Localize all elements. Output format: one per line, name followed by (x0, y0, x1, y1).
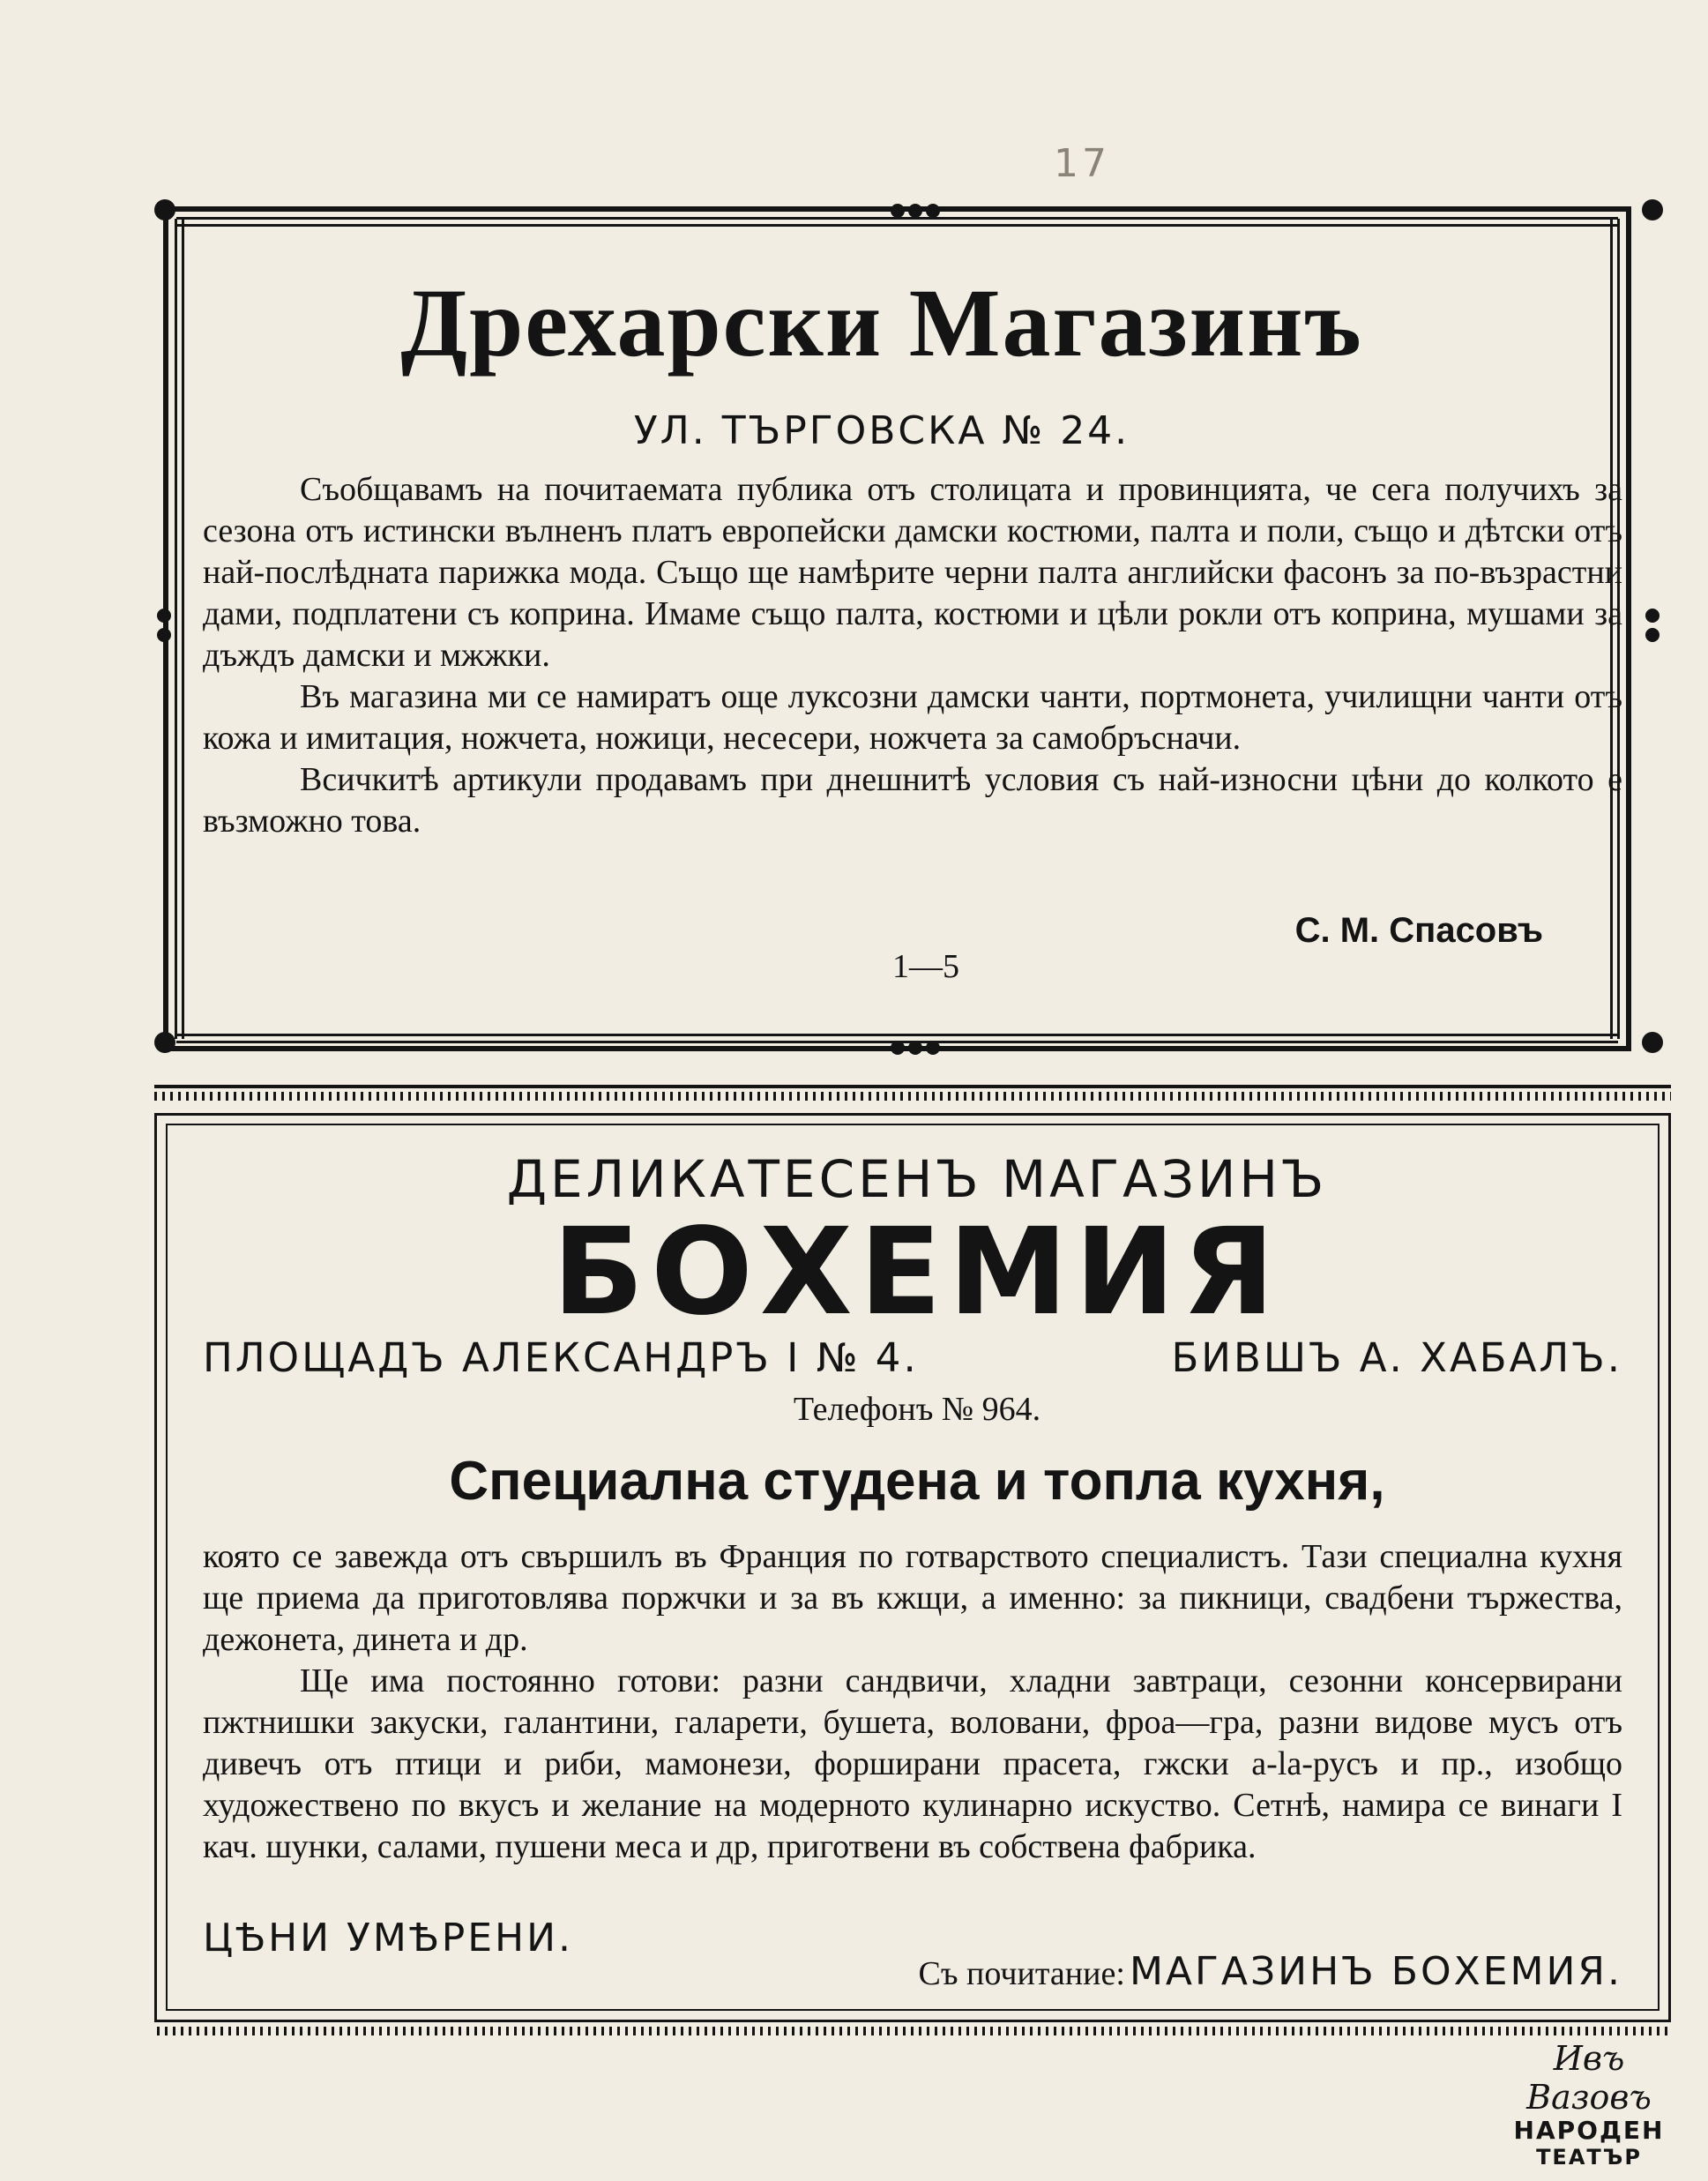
former-owner: БИВШЪ А. ХАБАЛЪ. (1171, 1334, 1622, 1381)
closing (794, 1949, 1622, 1994)
shop-title: Дрехарски Магазинъ (400, 269, 1363, 377)
deli-heading: ДЕЛИКАТЕСЕНЪ МАГАЗИНЪ (506, 1149, 1328, 1209)
paragraph: Ще има постоянно готови: разни сандвичи, хладни завтраци, сезонни консервирани пжтнишки закуски, галантини, галарети, бушета, воловани, фроа—гра, разни видове мусъ отъ дивечъ отъ птици и риби, мамонези, форширани прасета, гжски а-la-русъ и пр., изобщо художествено по вкусъ и желание на модерното кулинарно искуство. Сетнѣ, намира се винаги I кач. шунки, салами, пушени меса и др, приготвени въ собствена фабрика. (203, 1662, 1622, 1865)
bottom-ad-body (203, 1536, 1622, 1868)
stamp-line-1: НАРОДЕН (1513, 2116, 1665, 2145)
stamp-line-2: ТЕАТЪР (1536, 2145, 1642, 2170)
closing-signature: МАГАЗИНЪ БОХЕМИЯ. (1129, 1949, 1622, 1994)
deli-address: ПЛОЩАДЪ АЛЕКСАНДРЪ I № 4. (203, 1334, 919, 1381)
issue-number: 1—5 (892, 948, 959, 985)
signature: С. М. Спасовъ (1294, 911, 1543, 950)
paragraph: която се завежда отъ свършилъ въ Франция по готварството специалистъ. Тази специална кухня ще приема да приготовлява поржчки и за въ кжщи, а именно: за пикници, свадбени тържества, дежонета, динета и др. (203, 1538, 1622, 1658)
shop-address: УЛ. ТЪРГОВСКА № 24. (633, 408, 1130, 453)
ad-separator (154, 1085, 1671, 1088)
page-number: 17 (1054, 141, 1110, 186)
stamp-script: Ивъ Вазовъ (1526, 2039, 1652, 2117)
paragraph: Съобщавамъ на почитаемата публика отъ столицата и провинцията, че сега получихъ за сезона отъ истински вълненъ платъ европейски дамски костюми, палта и поли, също и дѣтски отъ най-послѣдната парижка мода. Също ще намѣрите черни палта английски фасонъ за по-възрастни дами, подплатени съ коприна. Имаме също палта, костюми и цѣли рокли отъ коприна, мушами за дъждъ дамски и мжжки. (203, 471, 1622, 674)
paragraph: Въ магазина ми се намиратъ още луксозни дамски чанти, портмонета, училищни чанти отъ кожа и имитация, ножчета, ножици, несесери, ножчета за самобръсначи. (203, 678, 1622, 757)
paragraph: Всичкитѣ артикули продавамъ при днешнитѣ условия съ най-износни цѣни до колкото е възможно това. (203, 761, 1622, 840)
ad-separator-texture (154, 1092, 1671, 1101)
theatre-stamp-logo (1510, 2039, 1668, 2170)
phone-number: Телефонъ № 964. (793, 1391, 1041, 1428)
deli-name: БОХЕМИЯ (552, 1203, 1282, 1342)
top-ad-body (203, 469, 1622, 842)
closing-label: Съ почитание: (918, 1955, 1125, 1992)
cuisine-headline: Специална студена и топла кухня, (449, 1451, 1385, 1512)
prices-note: ЦѢНИ УМѢРЕНИ. (203, 1916, 574, 1961)
